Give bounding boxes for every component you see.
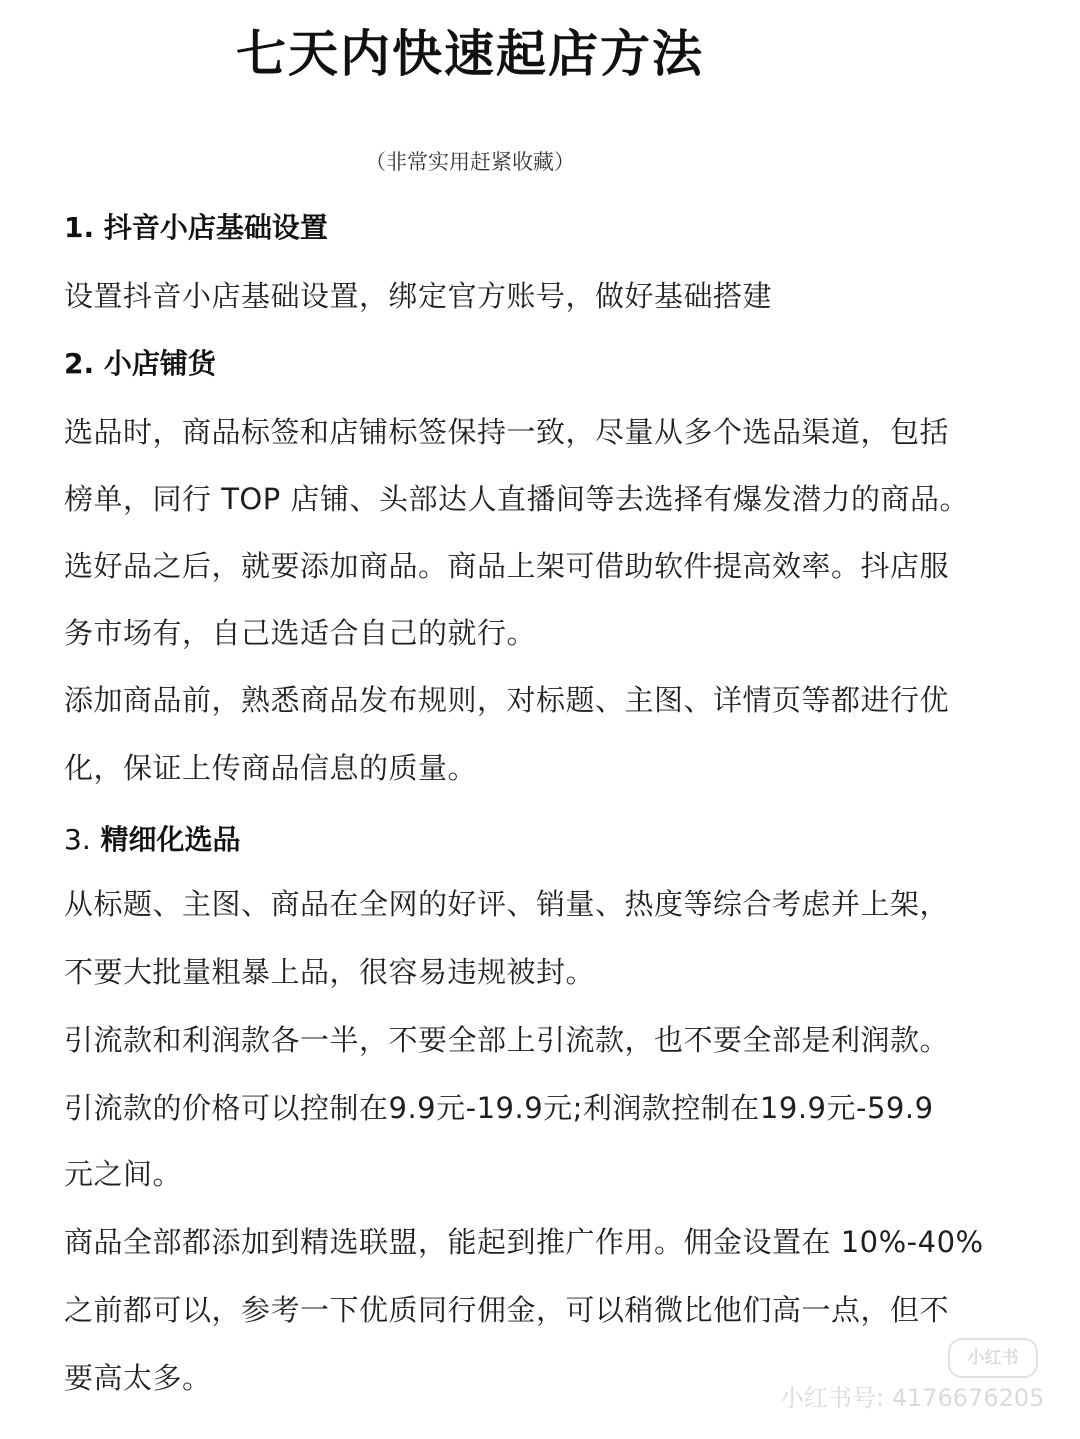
subtitle: （非常实用赶紧收藏）	[365, 150, 575, 174]
section-number: 1.	[64, 211, 95, 244]
paragraph-line: 商品全部都添加到精选联盟，能起到推广作用。佣金设置在 10%-40%	[64, 1225, 984, 1259]
section-heading-3	[64, 818, 240, 858]
watermark-logo: 小红书	[948, 1338, 1038, 1378]
paragraph-line: 不要大批量粗暴上品，很容易违规被封。	[64, 955, 596, 989]
watermark-id: 小红书号: 4176676205	[780, 1384, 1045, 1412]
section-heading-text: 小店铺货	[103, 347, 216, 380]
paragraph-line: 引流款和利润款各一半，不要全部上引流款，也不要全部是利润款。	[64, 1023, 950, 1057]
paragraph-line: 化，保证上传商品信息的质量。	[64, 751, 478, 785]
paragraph-line: 选品时，商品标签和店铺标签保持一致，尽量从多个选品渠道，包括	[64, 415, 950, 449]
paragraph-line: 之前都可以，参考一下优质同行佣金，可以稍微比他们高一点，但不	[64, 1293, 950, 1327]
paragraph-line: 榜单，同行 TOP 店铺、头部达人直播间等去选择有爆发潜力的商品。	[64, 482, 969, 516]
section-number: 3.	[64, 823, 91, 856]
paragraph-line: 务市场有，自己选适合自己的就行。	[64, 616, 537, 650]
paragraph-line: 引流款的价格可以控制在9.9元-19.9元;利润款控制在19.9元-59.9	[64, 1091, 934, 1125]
paragraph-line: 要高太多。	[64, 1361, 212, 1395]
paragraph-line: 元之间。	[64, 1157, 183, 1191]
section-heading-1	[64, 206, 328, 246]
paragraph-line: 添加商品前，熟悉商品发布规则，对标题、主图、详情页等都进行优	[64, 683, 950, 717]
paragraph-line: 选好品之后，就要添加商品。商品上架可借助软件提高效率。抖店服	[64, 549, 950, 583]
section-number: 2.	[64, 347, 95, 380]
section-heading-text: 抖音小店基础设置	[103, 211, 328, 244]
paragraph-line: 从标题、主图、商品在全网的好评、销量、热度等综合考虑并上架，	[64, 887, 950, 921]
section-heading-text: 精细化选品	[100, 823, 241, 856]
section-heading-2	[64, 342, 216, 382]
paragraph-line: 设置抖音小店基础设置，绑定官方账号，做好基础搭建	[64, 279, 773, 313]
page-title: 七天内快速起店方法	[236, 25, 704, 83]
